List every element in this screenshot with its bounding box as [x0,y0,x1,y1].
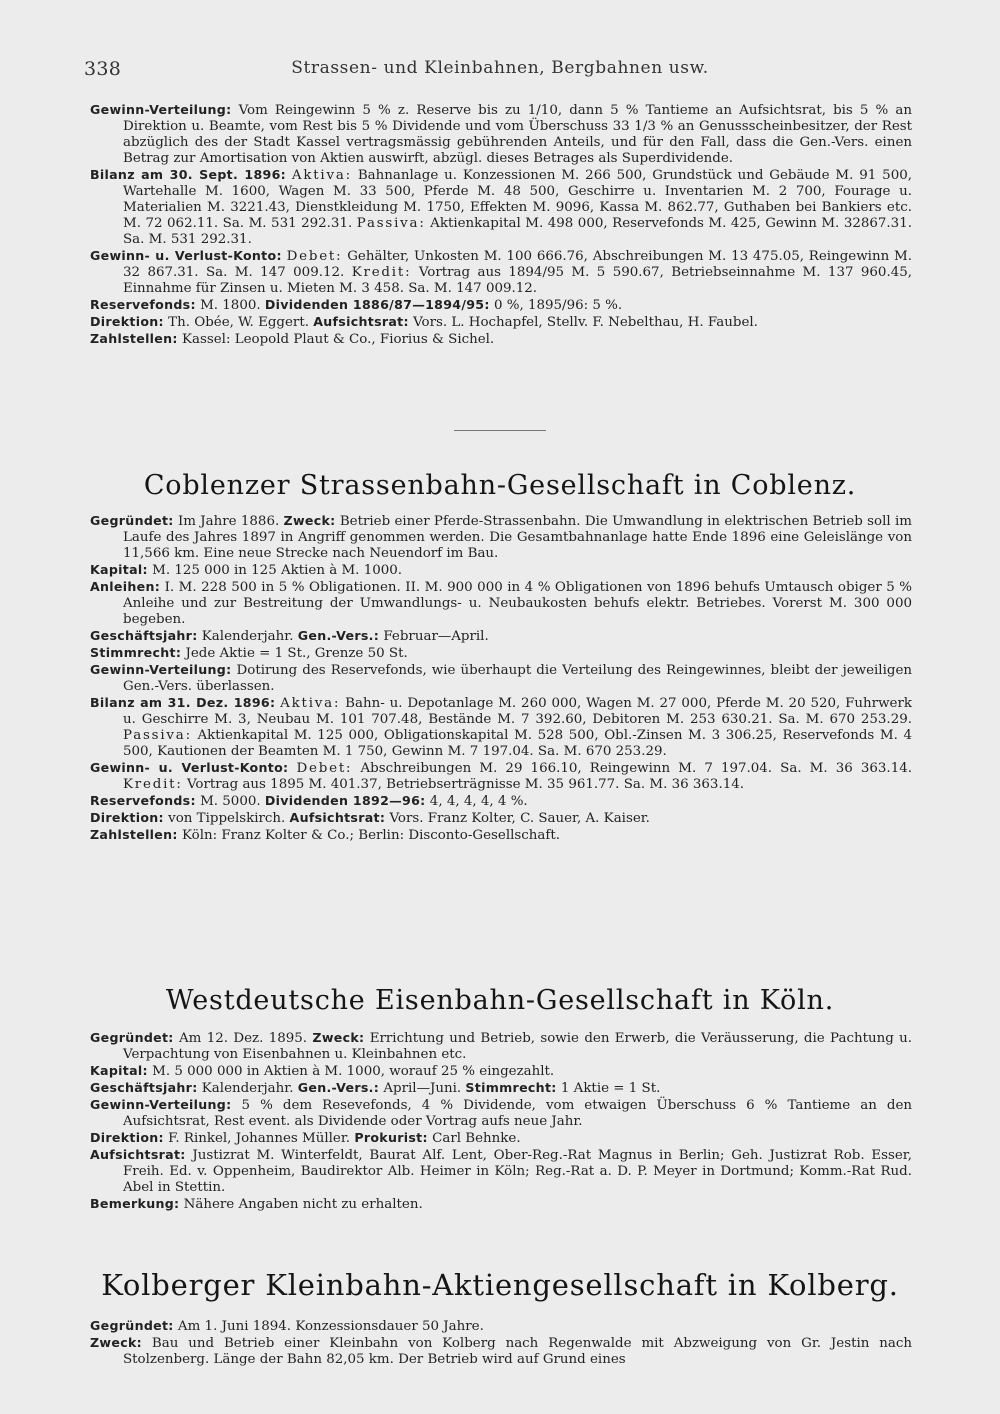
field-label: Prokurist: [354,1130,428,1145]
field-label: Direktion: [90,810,164,825]
aktiva-word: Aktiva: [291,168,352,183]
field-text: Vors. L. Hochapfel, Stellv. F. Nebelthau, H. Faubel. [413,315,758,330]
field-text: F. Rinkel, Johannes Müller. [168,1131,351,1146]
debet-word: Debet: [296,761,353,776]
field-text: 0 %, 1895/96: 5 %. [493,298,623,313]
field-text: Februar—April. [383,629,489,644]
entry-gewinn-verlust [90,760,912,793]
entry-gewinn-verteilung [90,1097,912,1130]
entry-zahlstellen [90,331,912,348]
field-label: Aufsichtsrat: [289,810,386,825]
field-text: Vortrag aus 1894/95 M. 5 590.67, Betriebseinnahme M. 137 960.45, Einnahme für Zinsen u. Mieten M. 3 458. Sa. M. 147 009.12. [123,265,913,296]
entry-anleihen [90,579,912,628]
field-text: Abschreibungen M. 29 166.10, Reingewinn M. 7 197.04. Sa. M. 36 363.14. [360,761,912,776]
section-title-coblenz: Coblenzer Strassenbahn-Gesellschaft in Coblenz. [143,470,857,501]
entry-bemerkung [90,1196,912,1213]
field-label: Gegründet: [90,1030,174,1045]
entry-kapital [90,1063,912,1080]
field-text: von Tippelskirch. [168,811,286,826]
running-title: Strassen- und Kleinbahnen, Bergbahnen usw. [291,58,709,78]
section-title-kolberg: Kolberger Kleinbahn-Aktiengesellschaft in Kolberg. [101,1268,899,1302]
field-label: Direktion: [90,314,164,329]
entry-zweck [90,1335,912,1368]
field-text: Th. Obée, W. Eggert. [168,315,309,330]
field-text: 1 Aktie = 1 St. [560,1081,661,1096]
entry-bilanz [90,167,912,248]
entry-gewinn-verlust [90,248,912,297]
field-text: 5 % dem Resevefonds, 4 % Dividende, vom etwaigen Überschuss 6 % Tantieme an den Aufsichtsrat, Rest event. als Dividende oder Vortrag aufs neue Jahr. [123,1098,912,1129]
field-text: April—Juni. [383,1081,462,1096]
field-label: Zweck: [283,513,336,528]
entry-aufsichtsrat [90,1147,912,1196]
entry-reservefonds [90,297,912,314]
entry-bilanz [90,695,912,760]
passiva-word: Passiva: [356,216,426,231]
field-text: Kalenderjahr. [201,1081,294,1096]
field-text: Justizrat M. Winterfeldt, Baurat Alf. Lent, Ober-Reg.-Rat Magnus in Berlin; Geh. Justizrat Rob. Esser, Freih. Ed. v. Oppenheim, Baudirektor Alb. Heimer in Köln; Reg.-Rat a. D. P. Meyer in Dortmund; Komm.-Rat Rud. Abel in Stettin. [123,1148,912,1195]
field-label: Dividenden 1892—96: [264,793,426,808]
field-label: Gewinn- u. Verlust-Konto: [90,760,289,775]
field-label: Dividenden 1886/87—1894/95: [264,297,490,312]
field-label: Gegründet: [90,1318,174,1333]
field-label: Stimmrecht: [90,645,182,660]
field-text: Vortrag aus 1895 M. 401.37, Betriebserträgnisse M. 35 961.77. Sa. M. 36 363.14. [186,777,744,792]
entry-direktion [90,810,912,827]
field-label: Geschäftsjahr: [90,628,198,643]
section-title-koeln: Westdeutsche Eisenbahn-Gesellschaft in Köln. [165,985,835,1016]
field-label: Gen.-Vers.: [297,1080,380,1095]
entry-direktion [90,314,912,331]
field-label: Stimmrecht: [465,1080,557,1095]
field-text: Vors. Franz Kolter, C. Sauer, A. Kaiser. [389,811,650,826]
section-coblenz [90,513,912,844]
field-label: Direktion: [90,1130,164,1145]
entry-gegruendet [90,1030,912,1063]
field-text: Gehälter, Unkosten M. 100 666.76, Abschreibungen M. 13 475.05, Reingewinn M. 32 867.31. Sa. M. 147 009.12. [123,249,912,280]
field-label: Reservefonds: [90,297,196,312]
field-text: Nähere Angaben nicht zu erhalten. [183,1197,423,1212]
field-text: Aktienkapital M. 498 000, Reservefonds M. 425, Gewinn M. 32867.31. Sa. M. 531 292.31. [123,216,912,247]
field-text: M. 1800. [200,298,261,313]
field-text: Jede Aktie = 1 St., Grenze 50 St. [185,646,408,661]
field-label: Zweck: [312,1030,365,1045]
field-label: Kapital: [90,562,148,577]
section-divider [454,430,546,431]
entry-kapital [90,562,912,579]
field-label: Aufsichtsrat: [90,1147,186,1162]
debet-word: Debet: [286,249,343,264]
field-label: Kapital: [90,1063,148,1078]
field-label: Gewinn- u. Verlust-Konto: [90,248,282,263]
entry-geschaeftsjahr [90,628,912,645]
kredit-word: Kredit: [351,265,412,280]
field-label: Bilanz am 30. Sept. 1896: [90,167,286,182]
entry-gegruendet [90,513,912,562]
section-kassel-continued [90,102,912,348]
entry-gewinn-verteilung [90,102,912,167]
field-text: Im Jahre 1886. [177,514,280,529]
field-label: Gewinn-Verteilung: [90,662,232,677]
field-text: I. M. 228 500 in 5 % Obligationen. II. M. 900 000 in 4 % Obligationen von 1896 behufs Umtausch obiger 5 % Anleihe und zur Bestreitung der Umwandlungs- u. Neubaukosten behufs elektr. Betriebes. Vorerst M. 300 000 begeben. [123,580,912,627]
field-label: Aufsichtsrat: [313,314,409,329]
field-label: Geschäftsjahr: [90,1080,198,1095]
field-text: Bahn- u. Depotanlage M. 260 000, Wagen M. 27 000, Pferde M. 20 520, Fuhrwerk u. Geschirre M. 3, Neubau M. 101 707.48, Bestände M. 7 392.60, Debitoren M. 253 630.21. Sa. M. 670 253.29. [123,696,912,727]
section-koeln [90,1030,912,1213]
field-text: Kassel: Leopold Plaut & Co., Fiorius & Sichel. [182,332,495,347]
entry-stimmrecht [90,645,912,662]
field-label: Gegründet: [90,513,174,528]
field-text: M. 5000. [200,794,261,809]
field-label: Gewinn-Verteilung: [90,102,232,117]
field-label: Gewinn-Verteilung: [90,1097,232,1112]
field-text: M. 5 000 000 in Aktien à M. 1000, worauf 25 % eingezahlt. [152,1064,555,1079]
entry-gewinn-verteilung [90,662,912,695]
field-text: Betrieb einer Pferde-Strassenbahn. Die Umwandlung in elektrischen Betrieb soll im Laufe des Jahres 1897 in Angriff genommen werden. Die Gesamtbahnanlage hatte Ende 1896 eine Geleislänge von 11,566 km. Eine neue Strecke nach Neuendorf im Bau. [123,514,912,561]
field-text: Köln: Franz Kolter & Co.; Berlin: Disconto-Gesellschaft. [182,828,560,843]
entry-reservefonds [90,793,912,810]
section-kolberg [90,1318,912,1368]
passiva-word: Passiva: [123,728,192,743]
field-text: M. 125 000 in 125 Aktien à M. 1000. [152,563,403,578]
field-label: Zweck: [90,1335,142,1350]
field-text: Bau und Betrieb einer Kleinbahn von Kolberg nach Regenwalde mit Abzweigung von Gr. Jestin nach Stolzenberg. Länge der Bahn 82,05 km. Der Betrieb wird auf Grund eines [123,1336,912,1367]
field-text: Carl Behnke. [432,1131,521,1146]
kredit-word: Kredit: [123,777,183,792]
field-text: Am 12. Dez. 1895. [179,1031,308,1046]
field-label: Reservefonds: [90,793,196,808]
entry-direktion [90,1130,912,1147]
aktiva-word: Aktiva: [280,696,341,711]
field-text: Dotirung des Reservefonds, wie überhaupt die Verteilung des Reingewinnes, bleibt der jeweiligen Gen.-Vers. überlassen. [123,663,912,694]
field-label: Bemerkung: [90,1196,180,1211]
field-text: 4, 4, 4, 4, 4 %. [429,794,528,809]
entry-gegruendet [90,1318,912,1335]
field-label: Zahlstellen: [90,827,178,842]
page-number: 338 [84,58,122,80]
field-text: Vom Reingewinn 5 % z. Reserve bis zu 1/10, dann 5 % Tantieme an Aufsichtsrat, bis 5 % an Direktion u. Beamte, vom Rest bis 5 % Dividende und vom Überschuss 33 1/3 % an Genussscheinbesitzer, der Rest abzüglich des der Stadt Kassel vertragsmässig gebührenden Anteils, und für den Fall, dass die Gen.-Vers. einen Betrag zur Amortisation von Aktien auswirft, abzügl. dieses Betrages als Superdividende. [123,103,912,166]
entry-geschaeftsjahr [90,1080,912,1097]
field-text: Am 1. Juni 1894. Konzessionsdauer 50 Jahre. [177,1319,484,1334]
field-text: Aktienkapital M. 125 000, Obligationskapital M. 528 500, Obl.-Zinsen M. 3 306.25, Reservefonds M. 4 500, Kautionen der Beamten M. 1 750, Gewinn M. 7 197.04. Sa. M. 670 253.29. [123,728,912,759]
field-text: Bahnanlage u. Konzessionen M. 266 500, Grundstück und Gebäude M. 91 500, Wartehalle M. 1600, Wagen M. 33 500, Pferde M. 48 500, Geschirre u. Inventarien M. 2 700, Fourage u. Materialien M. 3221.43, Dienstkleidung M. 1750, Effekten M. 9096, Kassa M. 862.77, Guthaben bei Bankiers etc. M. 72 062.11. Sa. M. 531 292.31. [123,168,912,231]
field-label: Bilanz am 31. Dez. 1896: [90,695,276,710]
field-label: Zahlstellen: [90,331,178,346]
field-label: Anleihen: [90,579,161,594]
field-label: Gen.-Vers.: [297,628,380,643]
field-text: Kalenderjahr. [201,629,294,644]
field-text: Errichtung und Betrieb, sowie den Erwerb, die Veräusserung, die Pachtung u. Verpachtung von Eisenbahnen u. Kleinbahnen etc. [123,1031,912,1062]
entry-zahlstellen [90,827,912,844]
